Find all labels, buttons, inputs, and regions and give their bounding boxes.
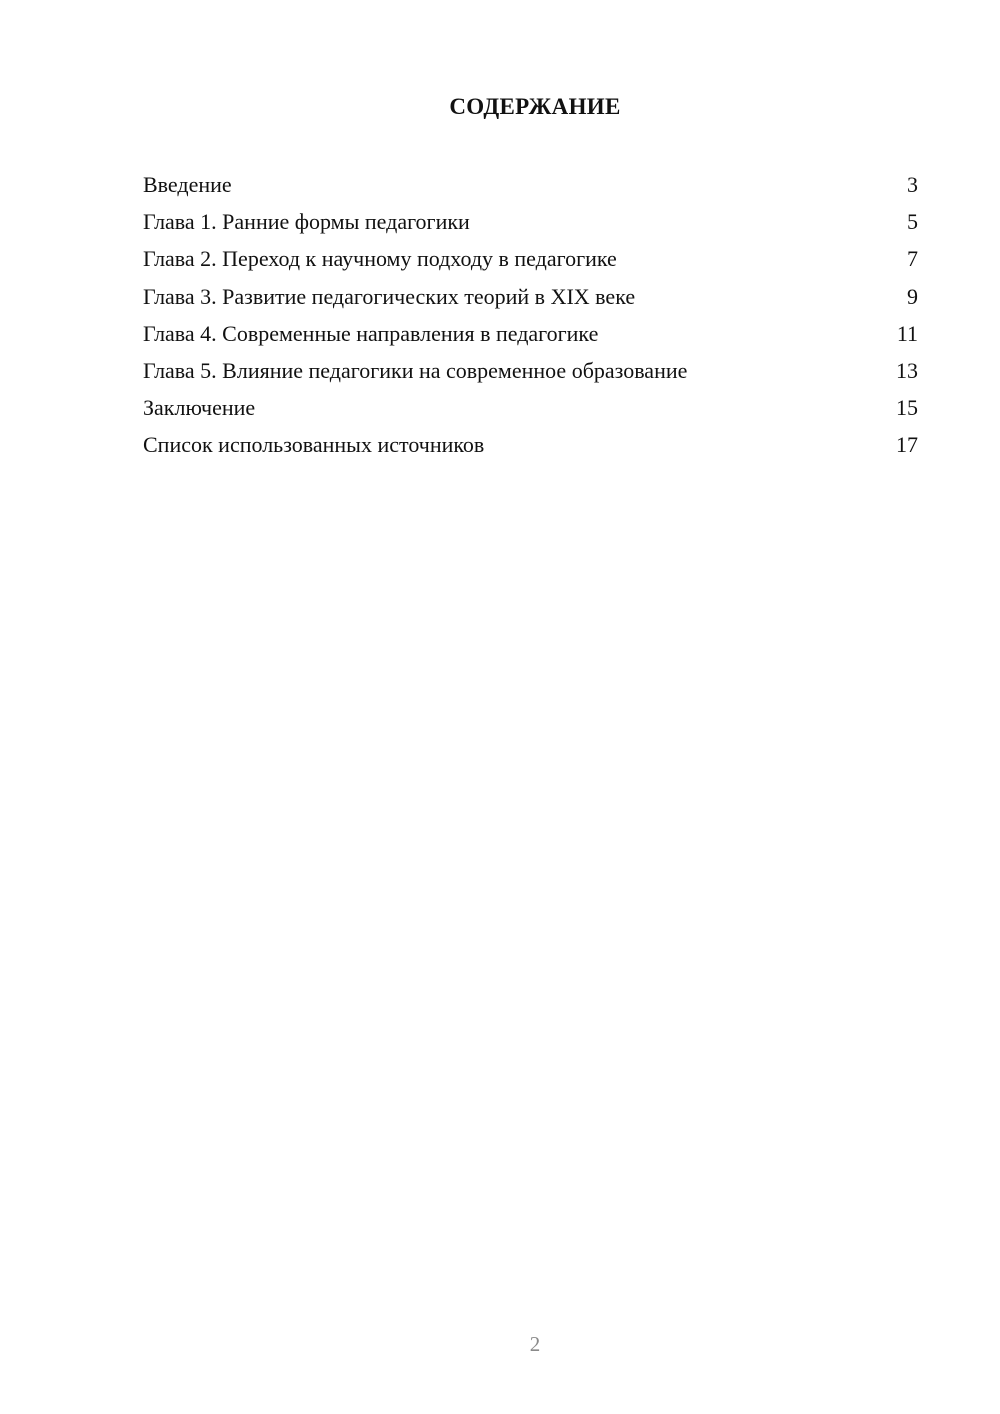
toc-item-label: Глава 5. Влияние педагогики на современное образование [143,357,688,383]
page-title: СОДЕРЖАНИЕ [449,94,621,119]
toc-item-label: Глава 3. Развитие педагогических теорий в XIX веке [143,283,636,309]
toc-item-page: 13 [896,357,918,383]
toc-item-chapter-3 [143,280,918,317]
toc-item-page: 15 [896,395,918,421]
toc-item-chapter-4 [143,317,918,354]
toc-item-page: 5 [907,209,918,235]
toc-item-label: Глава 2. Переход к научному подходу в педагогике [143,246,617,272]
toc-item-page: 11 [896,320,918,346]
toc-item-label: Введение [143,172,232,197]
toc-item-introduction [143,168,918,205]
toc-item-references [143,428,918,465]
toc-item-label: Список использованных источников [143,432,485,458]
toc-item-chapter-1 [143,205,918,242]
table-of-contents [143,168,918,466]
toc-item-page: 9 [907,283,918,309]
toc-item-label: Глава 4. Современные направления в педагогике [143,320,599,346]
toc-item-page: 7 [907,246,918,272]
toc-item-label: Глава 1. Ранние формы педагогики [143,209,470,235]
toc-item-conclusion [143,391,918,428]
toc-item-page: 17 [896,432,918,458]
toc-item-chapter-5 [143,354,918,391]
toc-item-chapter-2 [143,242,918,279]
page-number: 2 [529,1332,541,1356]
toc-item-page: 3 [907,172,918,197]
toc-item-label: Заключение [143,395,256,421]
